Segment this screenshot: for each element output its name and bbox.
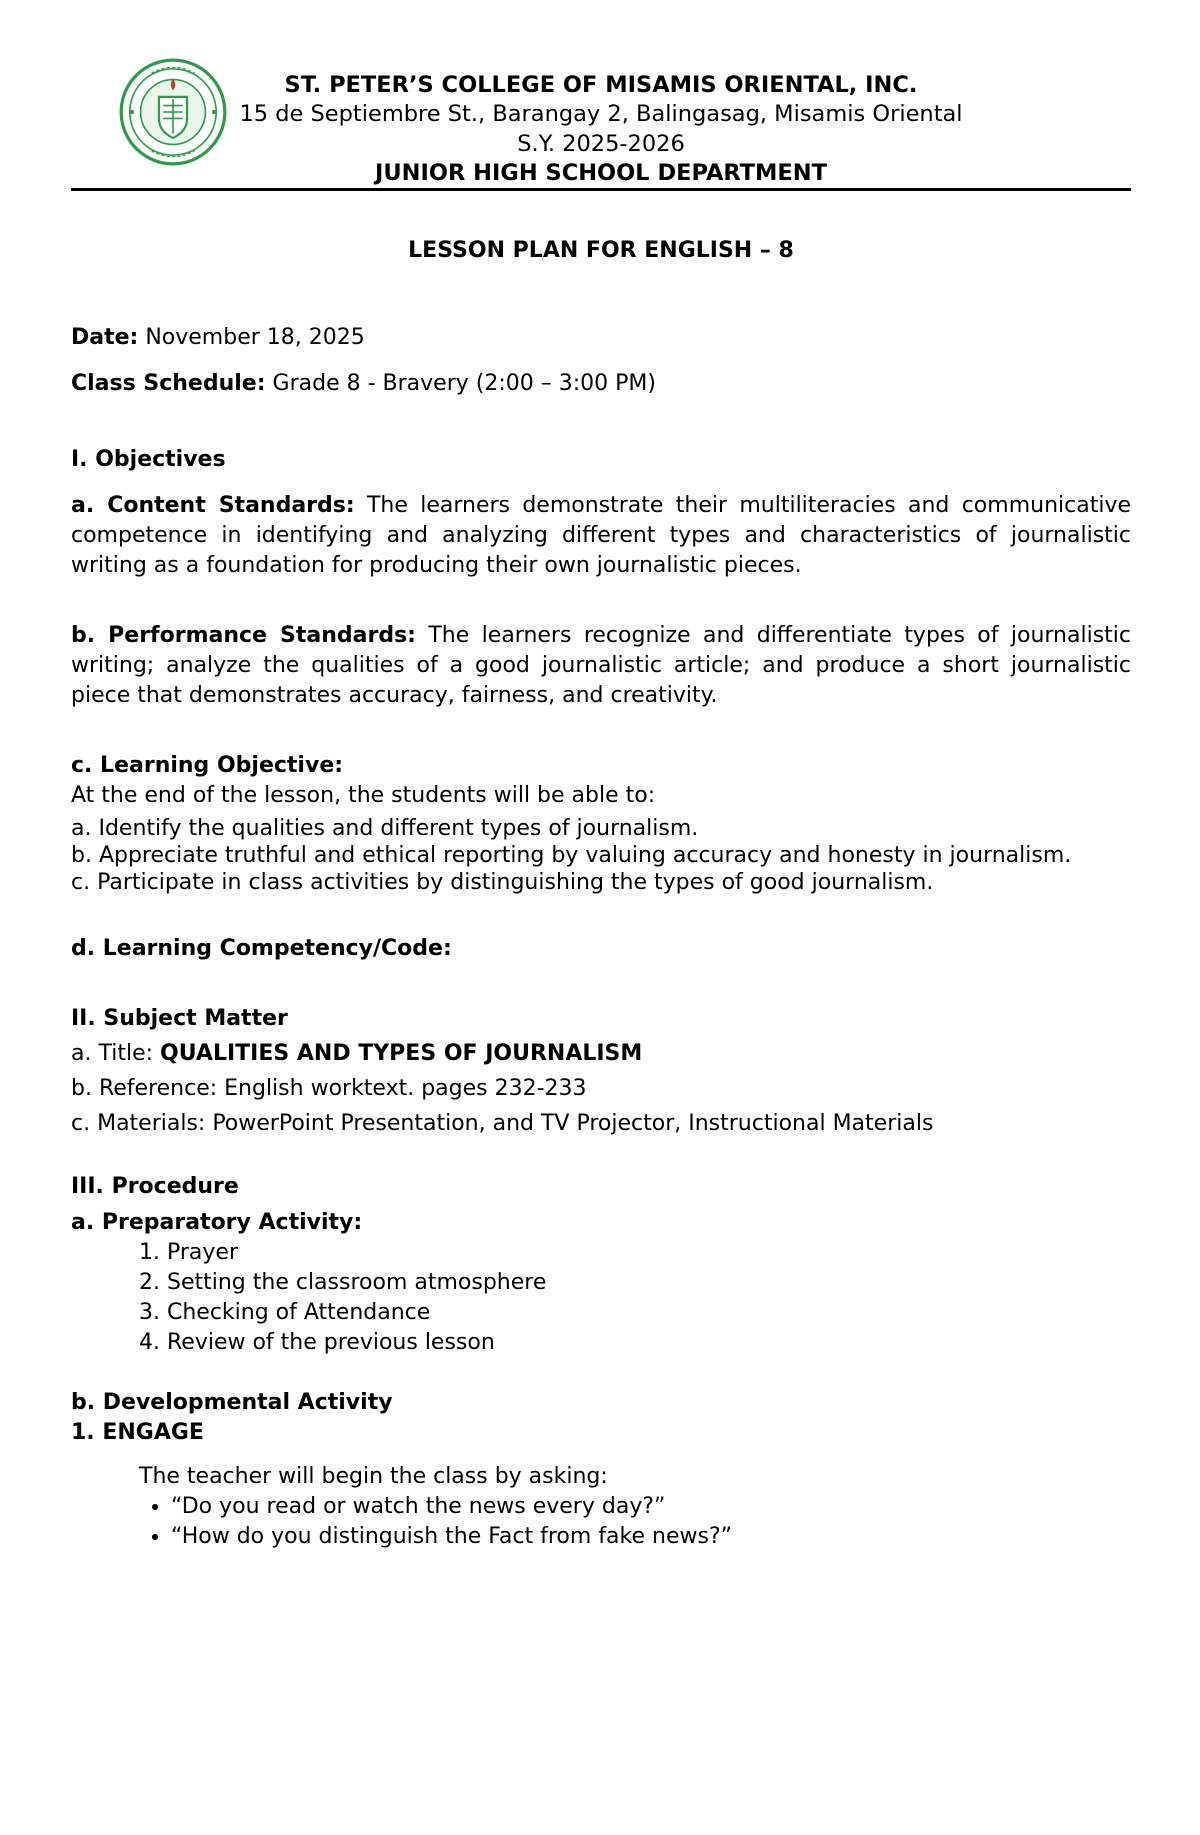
date-value: November 18, 2025: [138, 325, 365, 351]
developmental-activity-label: b. Developmental Activity: [71, 1390, 393, 1416]
engage-question: • “How do you distinguish the Fact from fake news?”: [171, 1522, 1131, 1552]
learning-objective-item: b. Appreciate truthful and ethical reporting by valuing accuracy and honesty in journalism.: [71, 843, 1072, 869]
performance-standards-text: The learners recognize and differentiate types of journalistic writing; analyze the qualities of a good journalistic article; and produce a short journalistic piece that demonstrates accuracy, fairness, and creativity.: [71, 623, 1131, 709]
date-label: Date:: [71, 325, 139, 351]
school-address: 15 de Septiembre St., Barangay 2, Balingasag, Misamis Oriental: [239, 101, 963, 127]
learning-competency-label: d. Learning Competency/Code:: [71, 936, 452, 962]
learning-objective-item: c. Participate in class activities by distinguishing the types of good journalism.: [71, 870, 934, 896]
preparatory-item: 1. Prayer: [139, 1240, 238, 1266]
engage-question: • “Do you read or watch the news every day?”: [171, 1492, 1131, 1522]
header-divider: [71, 188, 1131, 191]
preparatory-item: 2. Setting the classroom atmosphere: [139, 1270, 547, 1296]
subject-title-value: QUALITIES AND TYPES OF JOURNALISM: [160, 1041, 643, 1067]
school-name: ST. PETER’S COLLEGE OF MISAMIS ORIENTAL, INC.: [284, 72, 918, 98]
engage-questions: [71, 1492, 1131, 1552]
subject-matter-heading: II. Subject Matter: [71, 1006, 288, 1032]
learning-objective-label: c. Learning Objective:: [71, 753, 344, 779]
department-name: JUNIOR HIGH SCHOOL DEPARTMENT: [375, 160, 827, 186]
performance-standards-label: b. Performance Standards:: [71, 623, 416, 649]
document-body: [71, 238, 1131, 1552]
preparatory-item: 4. Review of the previous lesson: [139, 1330, 495, 1356]
date-line: [71, 323, 1131, 353]
lesson-title: LESSON PLAN FOR ENGLISH – 8: [408, 238, 794, 263]
content-standards-text: The learners demonstrate their multiliteracies and communicative competence in identifying and analyzing different types and characteristics of journalistic writing as a foundation for producing their own journalistic pieces.: [71, 493, 1131, 579]
engage-intro: The teacher will begin the class by asking:: [139, 1464, 608, 1490]
objectives-heading: I. Objectives: [71, 447, 226, 473]
content-standards: [71, 491, 1131, 581]
performance-standards: [71, 621, 1131, 711]
subject-materials: c. Materials: PowerPoint Presentation, and TV Projector, Instructional Materials: [71, 1111, 934, 1137]
schedule-label: Class Schedule:: [71, 371, 266, 397]
learning-objective-intro: At the end of the lesson, the students will be able to:: [71, 783, 656, 809]
subject-title-line: [71, 1039, 1131, 1069]
schedule-line: [71, 369, 1131, 399]
subject-title-label: a. Title:: [71, 1041, 161, 1067]
subject-reference: b. Reference: English worktext. pages 232-233: [71, 1076, 587, 1102]
procedure-heading: III. Procedure: [71, 1174, 239, 1200]
preparatory-item: 3. Checking of Attendance: [139, 1300, 431, 1326]
content-standards-label: a. Content Standards:: [71, 493, 355, 519]
schedule-value: Grade 8 - Bravery (2:00 – 3:00 PM): [265, 371, 656, 397]
engage-label: 1. ENGAGE: [71, 1420, 204, 1446]
school-year: S.Y. 2025-2026: [517, 131, 685, 157]
preparatory-activity-label: a. Preparatory Activity:: [71, 1210, 363, 1236]
learning-objective-item: a. Identify the qualities and different types of journalism.: [71, 816, 699, 842]
